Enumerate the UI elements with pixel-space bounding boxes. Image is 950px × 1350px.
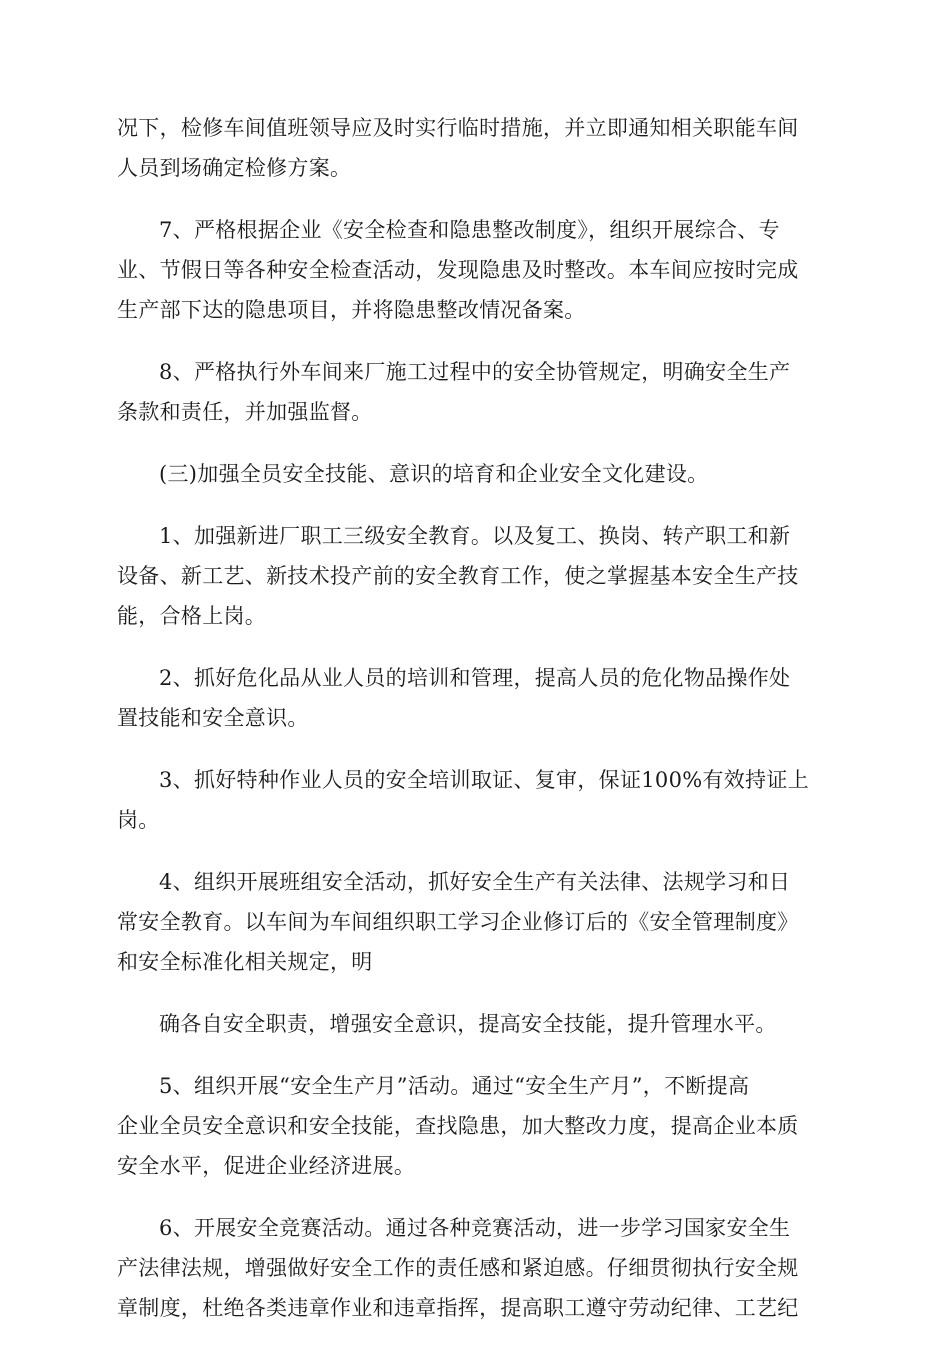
text-line: 况下，检修车间值班领导应及时实行临时措施，并立即通知相关职能车间 [117,116,799,140]
paragraph [117,760,833,840]
text-line: 能，合格上岗。 [117,604,267,628]
document-page [117,108,833,1350]
text-line: (三)加强全员安全技能、意识的培育和企业安全文化建设。 [159,462,709,486]
paragraph [117,1066,833,1186]
text-line: 章制度，杜绝各类违章作业和违章指挥，提高职工遵守劳动纪律、工艺纪 [117,1296,799,1320]
text-line: 4、组织开展班组安全活动，抓好安全生产有关法律、法规学习和日 [159,870,791,894]
text-line: 1、加强新进厂职工三级安全教育。以及复工、换岗、转产职工和新 [159,524,791,548]
text-line: 和安全标准化相关规定，明 [117,950,373,974]
text-line: 岗。 [117,808,160,832]
text-line: 业、节假日等各种安全检查活动，发现隐患及时整改。本车间应按时完成 [117,258,799,282]
paragraph [117,352,833,432]
text-line: 2、抓好危化品从业人员的培训和管理，提高人员的危化物品操作处 [159,666,791,690]
paragraph [117,1208,833,1328]
paragraph [117,108,833,188]
paragraph [117,862,833,982]
text-line: 企业全员安全意识和安全技能，查找隐患，加大整改力度，提高企业本质 [117,1114,799,1138]
text-line: 生产部下达的隐患项目，并将隐患整改情况备案。 [117,298,586,322]
text-line: 5、组织开展“安全生产月”活动。通过“安全生产月”，不断提高 [159,1074,750,1098]
text-line: 8、严格执行外车间来厂施工过程中的安全协管规定，明确安全生产 [159,360,791,384]
text-line: 常安全教育。以车间为车间组织职工学习企业修订后的《安全管理制度》 [117,910,799,934]
paragraph [117,658,833,738]
paragraph [117,516,833,636]
text-line: 设备、新工艺、新技术投产前的安全教育工作，使之掌握基本安全生产技 [117,564,799,588]
text-line: 置技能和安全意识。 [117,706,309,730]
text-line: 3、抓好特种作业人员的安全培训取证、复审，保证100%有效持证上 [159,768,809,792]
paragraph [117,1004,833,1044]
text-line: 7、严格根据企业《安全检查和隐患整改制度》，组织开展综合、专 [159,218,780,242]
text-line: 确各自安全职责，增强安全意识，提高安全技能，提升管理水平。 [159,1012,777,1036]
text-line: 条款和责任，并加强监督。 [117,400,373,424]
text-line: 6、开展安全竞赛活动。通过各种竞赛活动，进一步学习国家安全生 [159,1216,791,1240]
text-line: 安全水平，促进企业经济进展。 [117,1154,416,1178]
text-line: 产法律法规，增强做好安全工作的责任感和紧迫感。仔细贯彻执行安全规 [117,1256,799,1280]
text-line: 人员到场确定检修方案。 [117,156,352,180]
paragraph [117,210,833,330]
paragraph [117,454,833,494]
